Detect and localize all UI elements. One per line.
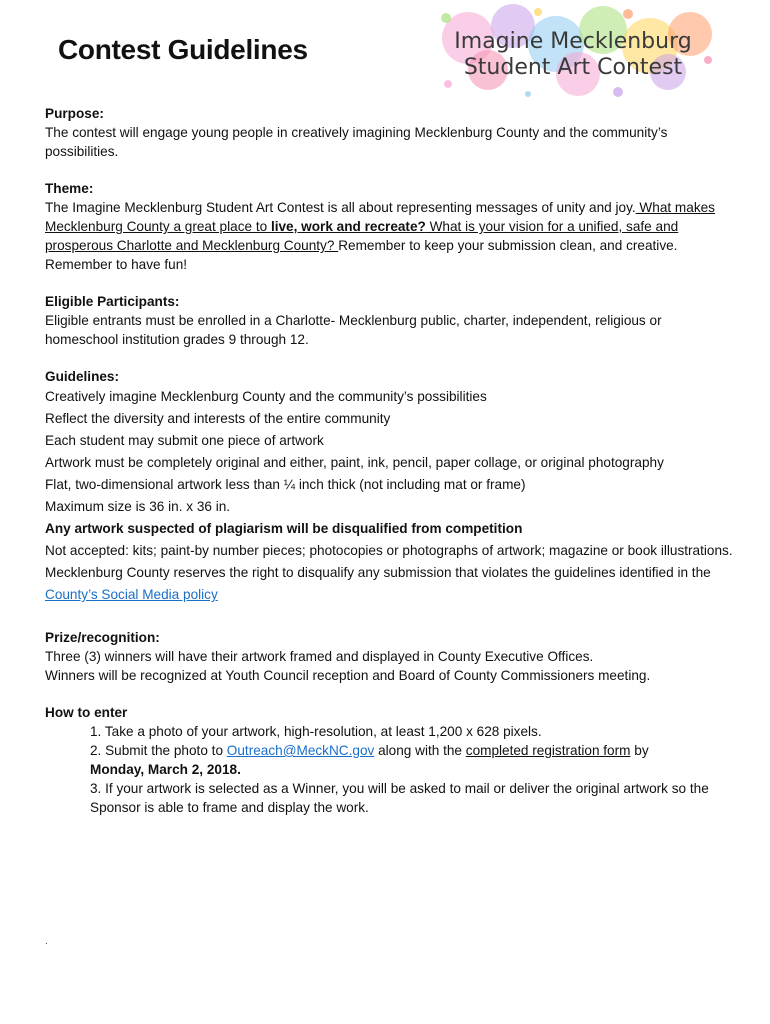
outreach-email-link[interactable]: Outreach@MeckNC.gov xyxy=(226,743,375,758)
guideline-item: Each student may submit one piece of artwork xyxy=(45,433,324,448)
step-2-text-c: by xyxy=(630,743,649,758)
paint-drop xyxy=(525,91,531,97)
paint-drop xyxy=(613,87,623,97)
page-title: Contest Guidelines xyxy=(58,34,308,65)
paint-drop xyxy=(441,13,451,23)
theme-section xyxy=(45,179,735,274)
theme-text-b: What makes Mecklenburg County a great place to xyxy=(45,200,715,234)
guidelines-section xyxy=(45,367,735,606)
guidelines-heading: Guidelines: xyxy=(45,369,120,384)
paint-drop xyxy=(704,56,712,64)
how-to-enter-section xyxy=(45,703,735,817)
contest-logo xyxy=(428,4,718,100)
prize-line-1: Three (3) winners will have their artwork framed and displayed in County Executive Offices. xyxy=(45,649,594,664)
deadline-text: Monday, March 2, 2018. xyxy=(90,762,241,777)
eligible-heading: Eligible Participants: xyxy=(45,294,180,309)
prize-section xyxy=(45,628,735,685)
purpose-heading: Purpose: xyxy=(45,106,104,121)
reserve-text xyxy=(45,562,735,606)
step-2-text-a: 2. Submit the photo to xyxy=(90,743,227,758)
step-3: 3. If your artwork is selected as a Winner, you will be asked to mail or deliver the original artwork so the Sponsor is able to frame and display the work. xyxy=(90,781,709,815)
plagiarism-warning: Any artwork suspected of plagiarism will be disqualified from competition xyxy=(45,521,523,536)
eligible-text: Eligible entrants must be enrolled in a Charlotte- Mecklenburg public, charter, independent, religious or homeschool institution grades 9 through 12. xyxy=(45,313,662,347)
paint-drop xyxy=(444,80,452,88)
document-body xyxy=(45,104,735,817)
not-accepted-text: Not accepted: kits; paint-by number pieces; photocopies or photographs of artwork; magazine or book illustrations. xyxy=(45,543,733,558)
theme-heading: Theme: xyxy=(45,181,94,196)
social-media-policy-link[interactable]: County’s Social Media policy xyxy=(45,587,218,602)
eligible-section xyxy=(45,292,735,349)
logo-line-1: Imagine Mecklenburg xyxy=(454,29,692,54)
purpose-text: The contest will engage young people in creatively imagining Mecklenburg County and the community’s possibilities. xyxy=(45,125,668,159)
prize-heading: Prize/recognition: xyxy=(45,630,160,645)
paint-drop xyxy=(623,9,633,19)
reserve-text-body: Mecklenburg County reserves the right to disqualify any submission that violates the guidelines identified in the xyxy=(45,565,711,580)
purpose-section xyxy=(45,104,735,161)
theme-text-c: What is your vision for a unified, safe and prosperous Charlotte and Mecklenburg County? xyxy=(45,219,679,253)
how-to-enter-heading: How to enter xyxy=(45,705,128,720)
guideline-item: Creatively imagine Mecklenburg County and the community’s possibilities xyxy=(45,389,487,404)
step-2-text-b: along with the xyxy=(374,743,466,758)
guideline-item: Maximum size is 36 in. x 36 in. xyxy=(45,499,231,514)
guideline-item: Reflect the diversity and interests of the entire community xyxy=(45,411,391,426)
prize-line-2: Winners will be recognized at Youth Council reception and Board of County Commissioners meeting. xyxy=(45,668,651,683)
logo-line-2: Student Art Contest xyxy=(463,55,683,80)
theme-text-d: Remember to keep your submission clean, and creative. Remember to have fun! xyxy=(45,238,678,272)
theme-text xyxy=(45,198,735,274)
guideline-item: Artwork must be completely original and either, paint, ink, pencil, paper collage, or original photography xyxy=(45,455,664,470)
theme-text-bold: live, work and recreate? xyxy=(270,219,426,234)
paint-drop xyxy=(534,8,542,16)
footer-mark: . xyxy=(45,936,48,947)
step-1: 1. Take a photo of your artwork, high-resolution, at least 1,200 x 628 pixels. xyxy=(90,724,542,739)
theme-text-a: The Imagine Mecklenburg Student Art Contest is all about representing messages of unity and joy. xyxy=(45,200,636,215)
registration-form-link[interactable]: completed registration form xyxy=(465,743,631,758)
step-2 xyxy=(45,741,735,779)
paint-splash-logo-graphic xyxy=(428,4,718,100)
guideline-item: Flat, two-dimensional artwork less than ¼ inch thick (not including mat or frame) xyxy=(45,477,526,492)
